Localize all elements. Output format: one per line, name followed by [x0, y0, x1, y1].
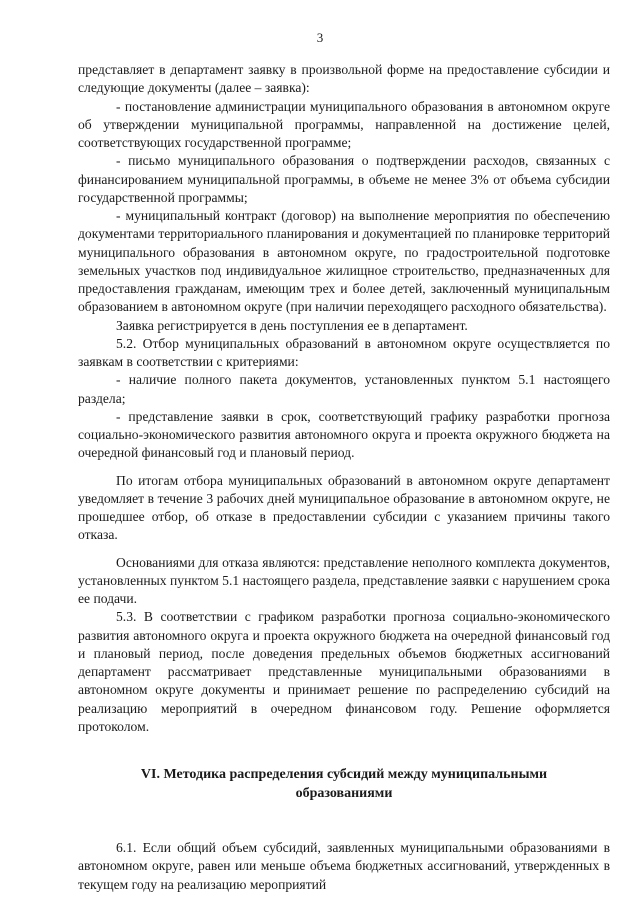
- paragraph: - муниципальный контракт (договор) на выполнение мероприятия по обеспечению документами территориального планирования и документацией по планировке территорий муниципального образования в автономном округе, по градостроительной подготовке земельных участков под индивидуальное жилищное строительство, предназначенных для предоставления гражданам, имеющим трех и более детей, заключенный муниципальным образованием в автономном округе (при наличии переходящего расходного обязательства).: [78, 208, 610, 315]
- paragraphs-before: [78, 61, 610, 736]
- paragraph: 5.2. Отбор муниципальных образований в автономном округе осуществляется по заявкам в соответствии с критериями:: [78, 335, 610, 369]
- page-number: 3: [316, 30, 324, 45]
- section-title: VI. Методика распределения субсидий между муниципальными образованиями: [140, 767, 548, 801]
- paragraph: 5.3. В соответствии с графиком разработки прогноза социально-экономического развития автономного округа и проекта окружного бюджета на очередной финансовый год и плановый период, после доведения предельных объемов бюджетных ассигнований департамент рассматривает представленные муниципальными образованиями в автономном округе документы и принимает решение по распределению субсидий на реализацию мероприятий в очередном финансовом году. Решение оформляется протоколом.: [78, 609, 610, 734]
- paragraph: представляет в департамент заявку в произвольной форме на предоставление субсидии и следующие документы (далее – заявка):: [78, 62, 610, 96]
- paragraph: - постановление администрации муниципального образования в автономном округе об утверждении муниципальной программы, направленной на достижение целей, соответствующих государственной программе;: [78, 98, 610, 150]
- paragraph: Основаниями для отказа являются: представление неполного комплекта документов, установленных пунктом 5.1 настоящего раздела, представление заявки с нарушением срока ее подачи.: [78, 554, 610, 606]
- paragraph: - письмо муниципального образования о подтверждении расходов, связанных с финансированием муниципальной программы, в объеме не менее 3% от объема субсидии государственной программы;: [78, 153, 610, 205]
- paragraphs-after: [78, 839, 610, 894]
- paragraph: 6.1. Если общий объем субсидий, заявленных муниципальными образованиями в автономном округе, равен или меньше объема бюджетных ассигнований, утвержденных в текущем году на реализацию мероприятий: [78, 840, 610, 892]
- document-body: [78, 61, 610, 894]
- paragraph: - представление заявки в срок, соответствующий графику разработки прогноза социально-экономического развития автономного округа и проекта окружного бюджета на очередной финансовый год и плановый период.: [78, 408, 610, 461]
- paragraph: По итогам отбора муниципальных образований в автономном округе департамент уведомляет в течение 3 рабочих дней муниципальное образование в автономном округе, не прошедшее отбор, об отказе в предоставлении субсидии с указанием причины такого отказа.: [78, 472, 610, 543]
- paragraph: - наличие полного пакета документов, установленных пунктом 5.1 настоящего раздела;: [78, 372, 610, 406]
- paragraph: Заявка регистрируется в день поступления ее в департамент.: [116, 317, 468, 333]
